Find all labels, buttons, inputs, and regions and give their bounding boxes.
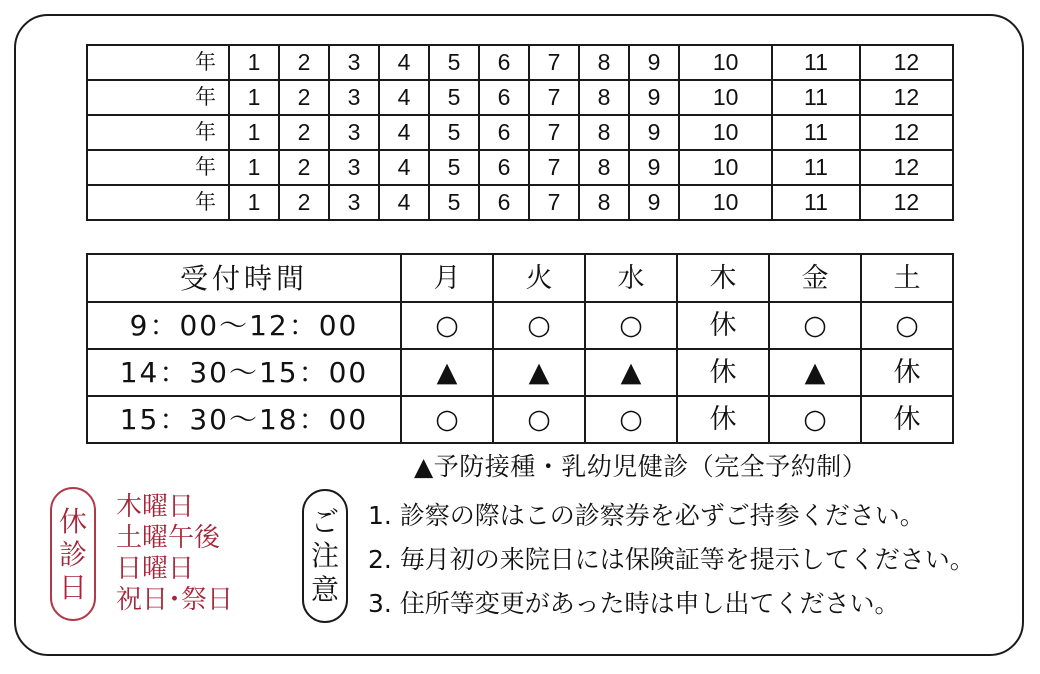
- visit-row: [87, 80, 953, 115]
- month-cell: 6: [479, 185, 529, 220]
- availability-mark: ▲: [493, 349, 585, 396]
- closed-day-item: 土曜午後: [116, 523, 221, 553]
- closed-days-badge: [50, 487, 96, 621]
- month-cell: 9: [629, 150, 679, 185]
- availability-mark: 休: [677, 396, 769, 443]
- day-header-mon: 月: [401, 254, 493, 302]
- closed-days-list: [116, 492, 233, 616]
- hours-header-label: 受付時間: [87, 254, 401, 302]
- month-cell: 9: [629, 45, 679, 80]
- month-cell: 8: [579, 80, 629, 115]
- month-cell: 4: [379, 80, 429, 115]
- month-cell: 2: [279, 45, 329, 80]
- notice-item: 1. 診察の際はこの診察券を必ずご持参ください。: [368, 501, 925, 530]
- month-cell: 7: [529, 185, 579, 220]
- notice-badge-char: ご: [310, 505, 339, 538]
- closed-day-item: 日曜日: [116, 554, 195, 584]
- month-cell: 1: [229, 80, 279, 115]
- month-cell: 9: [629, 115, 679, 150]
- month-cell: 5: [429, 115, 479, 150]
- month-cell: 11: [772, 115, 859, 150]
- month-cell: 2: [279, 185, 329, 220]
- month-cell: 2: [279, 115, 329, 150]
- day-header-sat: 土: [861, 254, 953, 302]
- month-cell: 4: [379, 115, 429, 150]
- availability-mark: ○: [861, 302, 953, 349]
- availability-mark: ▲: [769, 349, 861, 396]
- day-header-fri: 金: [769, 254, 861, 302]
- availability-mark: ○: [401, 396, 493, 443]
- availability-mark: ○: [493, 302, 585, 349]
- month-cell: 10: [679, 150, 772, 185]
- month-cell: 3: [329, 185, 379, 220]
- visit-record-table: [86, 44, 954, 221]
- closed-badge-char: 日: [58, 570, 87, 604]
- month-cell: 6: [479, 45, 529, 80]
- availability-mark: 休: [861, 396, 953, 443]
- month-cell: 9: [629, 80, 679, 115]
- month-cell: 12: [860, 115, 953, 150]
- month-cell: 7: [529, 80, 579, 115]
- month-cell: 5: [429, 45, 479, 80]
- visit-row: [87, 45, 953, 80]
- notice-badge-char: 注: [310, 539, 339, 572]
- month-cell: 7: [529, 115, 579, 150]
- year-cell: 年: [87, 80, 229, 115]
- month-cell: 10: [679, 80, 772, 115]
- month-cell: 3: [329, 115, 379, 150]
- month-cell: 11: [772, 80, 859, 115]
- month-cell: 6: [479, 150, 529, 185]
- month-cell: 2: [279, 150, 329, 185]
- month-cell: 2: [279, 80, 329, 115]
- year-cell: 年: [87, 115, 229, 150]
- availability-mark: ○: [585, 302, 677, 349]
- month-cell: 12: [860, 150, 953, 185]
- time-slot: 14：30～15：00: [87, 349, 401, 396]
- month-cell: 8: [579, 45, 629, 80]
- month-cell: 12: [860, 45, 953, 80]
- year-cell: 年: [87, 150, 229, 185]
- day-header-tue: 火: [493, 254, 585, 302]
- month-cell: 3: [329, 45, 379, 80]
- month-cell: 11: [772, 150, 859, 185]
- month-cell: 1: [229, 45, 279, 80]
- notice-item: 2. 毎月初の来院日には保険証等を提示してください。: [368, 545, 975, 574]
- month-cell: 1: [229, 150, 279, 185]
- time-slot: 15：30～18：00: [87, 396, 401, 443]
- notice-badge: [302, 489, 348, 623]
- hours-row: [87, 396, 953, 443]
- visit-row: [87, 115, 953, 150]
- year-cell: 年: [87, 45, 229, 80]
- month-cell: 12: [860, 185, 953, 220]
- month-cell: 4: [379, 185, 429, 220]
- month-cell: 5: [429, 80, 479, 115]
- closed-day-item: 祝日･祭日: [116, 585, 234, 615]
- hours-row: [87, 302, 953, 349]
- month-cell: 7: [529, 45, 579, 80]
- month-cell: 8: [579, 115, 629, 150]
- notice-badge-char: 意: [310, 573, 339, 606]
- month-cell: 10: [679, 185, 772, 220]
- availability-mark: 休: [677, 349, 769, 396]
- closed-badge-char: 診: [58, 537, 87, 571]
- month-cell: 9: [629, 185, 679, 220]
- availability-mark: ▲: [585, 349, 677, 396]
- hours-row: [87, 349, 953, 396]
- visit-row: [87, 185, 953, 220]
- availability-mark: 休: [861, 349, 953, 396]
- availability-mark: ○: [585, 396, 677, 443]
- availability-mark: ○: [769, 302, 861, 349]
- month-cell: 5: [429, 150, 479, 185]
- month-cell: 10: [679, 45, 772, 80]
- month-cell: 8: [579, 150, 629, 185]
- month-cell: 3: [329, 150, 379, 185]
- month-cell: 1: [229, 185, 279, 220]
- availability-mark: ○: [401, 302, 493, 349]
- hours-header-row: [87, 254, 953, 302]
- closed-badge-char: 休: [58, 504, 87, 538]
- month-cell: 1: [229, 115, 279, 150]
- closed-day-item: 木曜日: [116, 492, 195, 522]
- availability-mark: ▲: [401, 349, 493, 396]
- month-cell: 4: [379, 45, 429, 80]
- month-cell: 5: [429, 185, 479, 220]
- month-cell: 10: [679, 115, 772, 150]
- month-cell: 6: [479, 80, 529, 115]
- availability-mark: ○: [493, 396, 585, 443]
- day-header-thu: 木: [677, 254, 769, 302]
- time-slot: 9：00～12：00: [87, 302, 401, 349]
- month-cell: 7: [529, 150, 579, 185]
- month-cell: 3: [329, 80, 379, 115]
- availability-mark: ○: [769, 396, 861, 443]
- month-cell: 4: [379, 150, 429, 185]
- month-cell: 11: [772, 45, 859, 80]
- visit-row: [87, 150, 953, 185]
- notice-item: 3. 住所等変更があった時は申し出てください。: [368, 589, 900, 618]
- vaccination-note: ▲予防接種・乳幼児健診（完全予約制）: [414, 452, 868, 481]
- reception-hours-table: [86, 253, 954, 444]
- month-cell: 12: [860, 80, 953, 115]
- notice-list: [368, 494, 975, 626]
- month-cell: 6: [479, 115, 529, 150]
- month-cell: 8: [579, 185, 629, 220]
- year-cell: 年: [87, 185, 229, 220]
- month-cell: 11: [772, 185, 859, 220]
- availability-mark: 休: [677, 302, 769, 349]
- day-header-wed: 水: [585, 254, 677, 302]
